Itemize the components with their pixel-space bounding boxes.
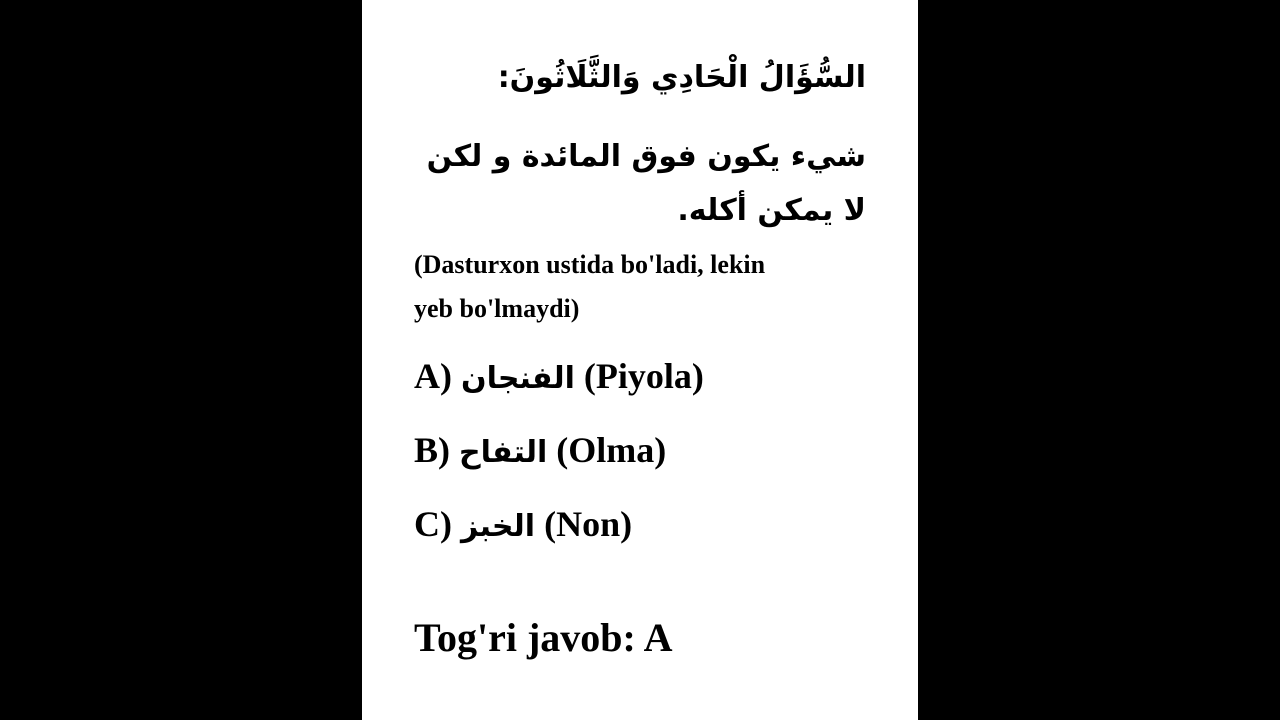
translation-line-1: (Dasturxon ustida bo'ladi, lekin: [414, 250, 766, 279]
option-c-translation: (Non): [544, 504, 633, 544]
option-b: [414, 428, 666, 475]
option-a-arabic: الفنجان: [461, 361, 575, 396]
option-a-letter: A): [414, 356, 452, 396]
option-c-arabic: الخبز: [461, 509, 536, 544]
question-line-1: شيء يكون فوق المائدة و لكن: [426, 139, 866, 174]
translation-line-2: yeb bo'lmaydi): [414, 294, 580, 323]
option-b-arabic: التفاح: [459, 435, 548, 470]
option-b-letter: B): [414, 430, 450, 470]
question-heading: السُّؤَالُ الْحَادِي وَالثَّلَاثُونَ:: [497, 60, 866, 95]
option-b-translation: (Olma): [556, 430, 667, 470]
option-c: [414, 502, 632, 549]
question-line-2: لا يمكن أكله.: [677, 193, 866, 228]
correct-answer: Tog'ri javob: A: [414, 615, 673, 660]
question-card: [362, 0, 918, 720]
option-c-letter: C): [414, 504, 452, 544]
option-a: [414, 354, 704, 401]
question-text: [427, 130, 866, 238]
question-translation: [414, 243, 765, 331]
option-a-translation: (Piyola): [583, 356, 704, 396]
